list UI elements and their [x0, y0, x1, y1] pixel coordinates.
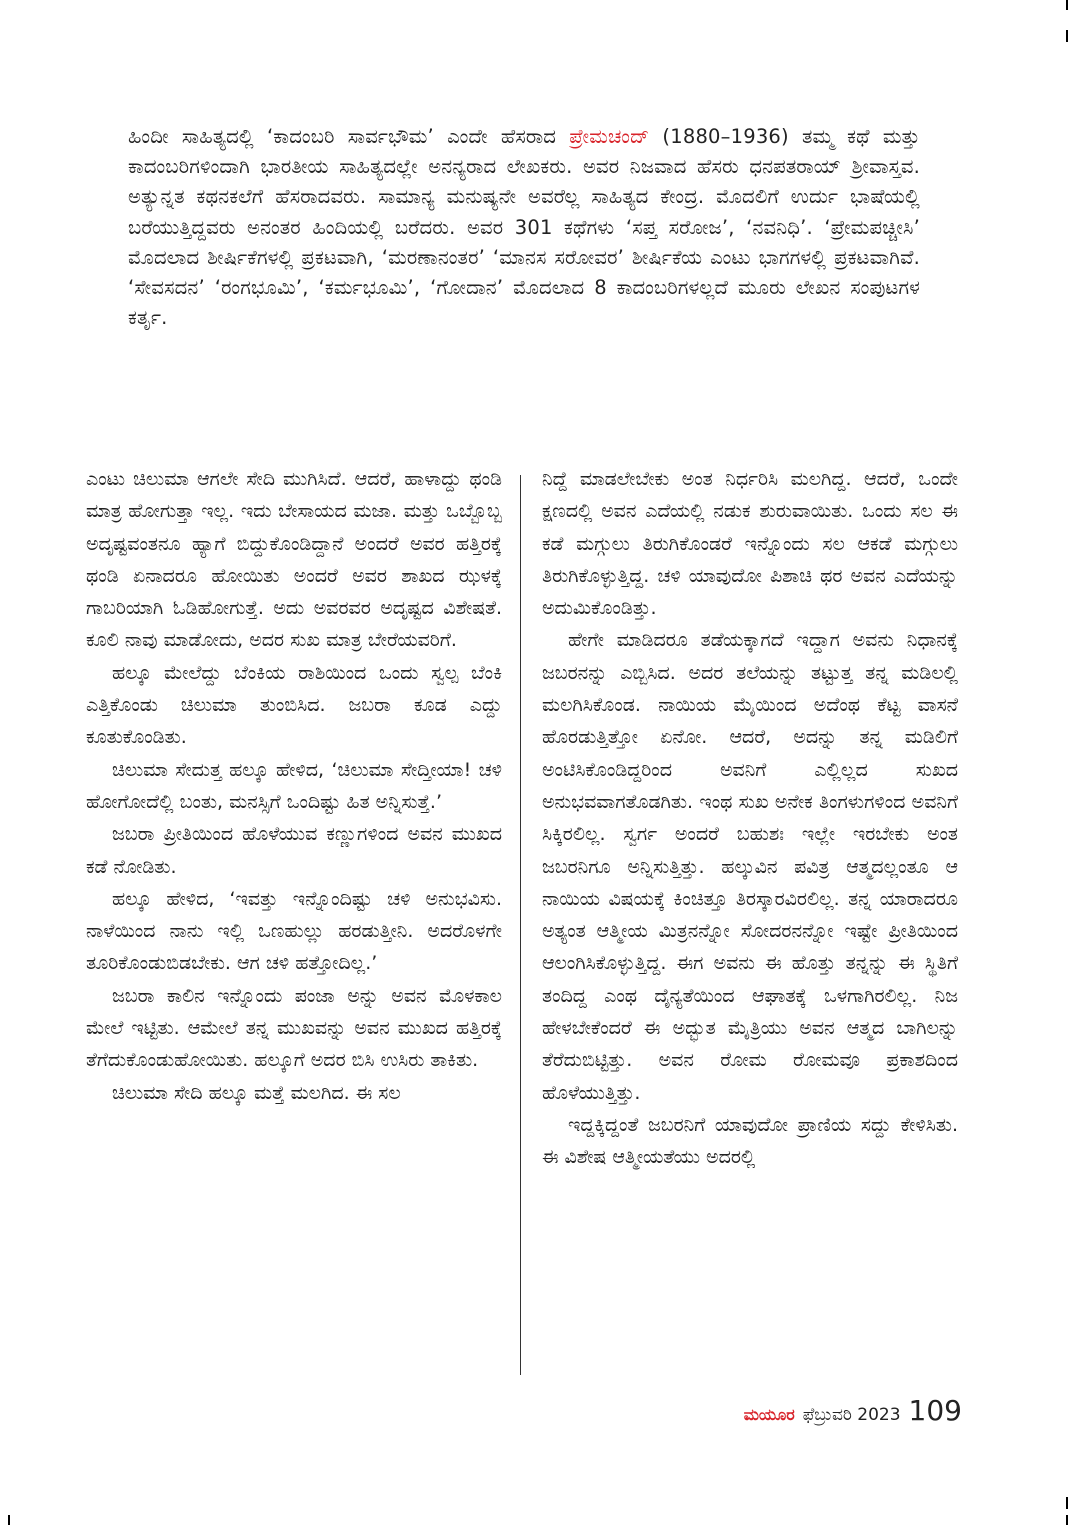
right-column — [542, 463, 958, 1174]
paragraph: ಹೇಗೇ ಮಾಡಿದರೂ ತಡೆಯಕ್ಕಾಗದೆ ಇದ್ದಾಗ ಅವನು ನಿಧಾನಕ್ಕೆ ಜಬರನನ್ನು ಎಬ್ಬಿಸಿದ. ಅದರ ತಲೆಯನ್ನು ತಟ್ಟುತ್ತ ತನ್ನ ಮಡಿಲಲ್ಲಿ ಮಲಗಿಸಿಕೊಂಡ. ನಾಯಿಯ ಮೈಯಿಂದ ಅದೆಂಥ ಕೆಟ್ಟ ವಾಸನೆ ಹೊರಡುತ್ತಿತ್ತೋ ಏನೋ. ಆದರೆ, ಅದನ್ನು ತನ್ನ ಮಡಿಲಿಗೆ ಅಂಟಿಸಿಕೊಂಡಿದ್ದರಿಂದ ಅವನಿಗೆ ಎಲ್ಲಿಲ್ಲದ ಸುಖದ ಅನುಭವವಾಗತೊಡಗಿತು. ಇಂಥ ಸುಖ ಅನೇಕ ತಿಂಗಳುಗಳಿಂದ ಅವನಿಗೆ ಸಿಕ್ಕಿರಲಿಲ್ಲ. ಸ್ವರ್ಗ ಅಂದರೆ ಬಹುಶಃ ಇಲ್ಲೇ ಇರಬೇಕು ಅಂತ ಜಬರನಿಗೂ ಅನ್ನಿಸುತ್ತಿತ್ತು. ಹಲ್ಕುವಿನ ಪವಿತ್ರ ಆತ್ಮದಲ್ಲಂತೂ ಆ ನಾಯಿಯ ವಿಷಯಕ್ಕೆ ಕಿಂಚಿತ್ತೂ ತಿರಸ್ಕಾರವಿರಲಿಲ್ಲ. ತನ್ನ ಯಾರಾದರೂ ಅತ್ಯಂತ ಆತ್ಮೀಯ ಮಿತ್ರನನ್ನೋ ಸೋದರನನ್ನೋ ಇಷ್ಟೇ ಪ್ರೀತಿಯಿಂದ ಆಲಂಗಿಸಿಕೊಳ್ಳುತ್ತಿದ್ದ. ಈಗ ಅವನು ಈ ಹೊತ್ತು ತನ್ನನ್ನು ಈ ಸ್ಥಿತಿಗೆ ತಂದಿದ್ದ ಎಂಥ ದೈನ್ಯತೆಯಿಂದ ಆಘಾತಕ್ಕೆ ಒಳಗಾಗಿರಲಿಲ್ಲ. ನಿಜ ಹೇಳಬೇಕೆಂದರೆ ಈ ಅದ್ಭುತ ಮೈತ್ರಿಯು ಅವನ ಆತ್ಮದ ಬಾಗಿಲನ್ನು ತೆರೆದುಬಿಟ್ಟಿತ್ತು. ಅವನ ರೋಮ ರೋಮವೂ ಪ್ರಕಾಶದಿಂದ ಹೊಳೆಯುತ್ತಿತ್ತು. — [542, 629, 958, 1104]
column-divider — [520, 475, 521, 1375]
issue-date: ಫೆಬ್ರುವರಿ 2023 — [802, 1405, 901, 1425]
paragraph: ಚಿಲುಮಾ ಸೇದುತ್ತ ಹಲ್ಕೂ ಹೇಳಿದ, ‘ಚಿಲುಮಾ ಸೇದ್ತೀಯಾ! ಚಳಿ ಹೋಗೋದೆಲ್ಲಿ ಬಂತು, ಮನಸ್ಸಿಗೆ ಒಂದಿಷ್ಟು ಹಿತ ಅನ್ನಿಸುತ್ತೆ.’ — [86, 758, 502, 813]
paragraph: ಇದ್ದಕ್ಕಿದ್ದಂತೆ ಜಬರನಿಗೆ ಯಾವುದೋ ಪ್ರಾಣಿಯ ಸದ್ದು ಕೇಳಿಸಿತು. ಈ ವಿಶೇಷ ಆತ್ಮೀಯತೆಯು ಅದರಲ್ಲಿ — [542, 1113, 958, 1169]
paragraph: ಹಲ್ಕೂ ಹೇಳಿದ, ‘ಇವತ್ತು ಇನ್ನೊಂದಿಷ್ಟು ಚಳಿ ಅನುಭವಿಸು. ನಾಳೆಯಿಂದ ನಾನು ಇಲ್ಲಿ ಒಣಹುಲ್ಲು ಹರಡುತ್ತೀನಿ. ಅದರೊಳಗೇ ತೂರಿಕೊಂಡುಬಿಡಬೇಕು. ಆಗ ಚಳಿ ಹತ್ತೋದಿಲ್ಲ.’ — [86, 887, 502, 975]
bio-text-before: ಹಿಂದೀ ಸಾಹಿತ್ಯದಲ್ಲಿ ‘ಕಾದಂಬರಿ ಸಾರ್ವಭೌಮ’ ಎಂದೇ ಹೆಸರಾದ — [128, 125, 570, 148]
crop-mark — [1066, 30, 1068, 42]
paragraph: ಜಬರಾ ಪ್ರೀತಿಯಿಂದ ಹೊಳೆಯುವ ಕಣ್ಣುಗಳಿಂದ ಅವನ ಮುಖದ ಕಡೆ ನೋಡಿತು. — [86, 823, 502, 878]
author-bio — [128, 122, 920, 333]
paragraph: ಜಬರಾ ಕಾಲಿನ ಇನ್ನೊಂದು ಪಂಜಾ ಅನ್ನು ಅವನ ಮೊಳಕಾಲ ಮೇಲೆ ಇಟ್ಟಿತು. ಆಮೇಲೆ ತನ್ನ ಮುಖವನ್ನು ಅವನ ಮುಖದ ಹತ್ತಿರಕ್ಕೆ ತೆಗೆದುಕೊಂಡುಹೋಯಿತು. ಹಲ್ಕೂಗೆ ಅದರ ಬಿಸಿ ಉಸಿರು ತಾಕಿತು. — [86, 984, 502, 1072]
crop-mark — [1066, 1497, 1068, 1509]
paragraph: ಹಲ್ಕೂ ಮೇಲೆದ್ದು ಬೆಂಕಿಯ ರಾಶಿಯಿಂದ ಒಂದು ಸ್ವಲ್ಪ ಬೆಂಕಿ ಎತ್ತಿಕೊಂಡು ಚಿಲುಮಾ ತುಂಬಿಸಿದ. ಜಬರಾ ಕೂಡ ಎದ್ದು ಕೂತುಕೊಂಡಿತು. — [86, 661, 502, 749]
page-footer — [744, 1394, 962, 1427]
bio-text-after: (1880–1936) ತಮ್ಮ ಕಥೆ ಮತ್ತು ಕಾದಂಬರಿಗಳಿಂದಾಗಿ ಭಾರತೀಯ ಸಾಹಿತ್ಯದಲ್ಲೇ ಅನನ್ಯರಾದ ಲೇಖಕರು. ಅವರ ನಿಜವಾದ ಹೆಸರು ಧನಪತರಾಯ್ ಶ್ರೀವಾಸ್ತವ. ಅತ್ಯುನ್ನತ ಕಥನಕಲೆಗೆ ಹೆಸರಾದವರು. ಸಾಮಾನ್ಯ ಮನುಷ್ಯನೇ ಅವರೆಲ್ಲ ಸಾಹಿತ್ಯದ ಕೇಂದ್ರ. ಮೊದಲಿಗೆ ಉರ್ದು ಭಾಷೆಯಲ್ಲಿ ಬರೆಯುತ್ತಿದ್ದವರು ಅನಂತರ ಹಿಂದಿಯಲ್ಲಿ ಬರೆದರು. ಅವರ 301 ಕಥೆಗಳು ‘ಸಪ್ತ ಸರೋಜ’, ‘ನವನಿಧಿ’. ‘ಪ್ರೇಮಪಚ್ಚೀಸಿ’ ಮೊದಲಾದ ಶೀರ್ಷಿಕೆಗಳಲ್ಲಿ ಪ್ರಕಟವಾಗಿ, ‘ಮರಣಾನಂತರ’ ‘ಮಾನಸ ಸರೋವರ’ ಶೀರ್ಷಿಕೆಯ ಎಂಟು ಭಾಗಗಳಲ್ಲಿ ಪ್ರಕಟವಾಗಿವೆ. ‘ಸೇವಸದನ’ ‘ರಂಗಭೂಮಿ’, ‘ಕರ್ಮಭೂಮಿ’, ‘ಗೋದಾನ’ ಮೊದಲಾದ 8 ಕಾದಂಬರಿಗಳಲ್ಲದೆ ಮೂರು ಲೇಖನ ಸಂಪುಟಗಳ ಕರ್ತೃ. — [128, 125, 920, 330]
paragraph: ನಿದ್ದೆ ಮಾಡಲೇಬೇಕು ಅಂತ ನಿರ್ಧರಿಸಿ ಮಲಗಿದ್ದ. ಆದರೆ, ಒಂದೇ ಕ್ಷಣದಲ್ಲಿ ಅವನ ಎದೆಯಲ್ಲಿ ನಡುಕ ಶುರುವಾಯಿತು. ಒಂದು ಸಲ ಈ ಕಡೆ ಮಗ್ಗುಲು ತಿರುಗಿಕೊಂಡರೆ ಇನ್ನೊಂದು ಸಲ ಆಕಡೆ ಮಗ್ಗುಲು ತಿರುಗಿಕೊಳ್ಳುತ್ತಿದ್ದ. ಚಳಿ ಯಾವುದೋ ಪಿಶಾಚಿ ಥರ ಅವನ ಎದೆಯನ್ನು ಅದುಮಿಕೊಂಡಿತ್ತು. — [542, 468, 958, 620]
magazine-logo: ಮಯೂರ — [743, 1405, 795, 1424]
crop-mark — [1066, 1515, 1068, 1525]
crop-mark — [8, 1515, 10, 1525]
author-name: ಪ್ರೇಮಚಂದ್ — [569, 125, 650, 148]
crop-mark — [1066, 0, 1068, 10]
paragraph: ಎಂಟು ಚಿಲುಮಾ ಆಗಲೇ ಸೇದಿ ಮುಗಿಸಿದೆ. ಆದರೆ, ಹಾಳಾದ್ದು ಥಂಡಿ ಮಾತ್ರ ಹೋಗುತ್ತಾ ಇಲ್ಲ. ಇದು ಬೇಸಾಯದ ಮಜಾ. ಮತ್ತು ಒಬ್ಬೊಬ್ಬ ಅದೃಷ್ಟವಂತನೂ ಹ್ಯಾಗೆ ಬಿದ್ದುಕೊಂಡಿದ್ದಾನೆ ಅಂದರೆ ಅವರ ಹತ್ತಿರಕ್ಕೆ ಥಂಡಿ ಏನಾದರೂ ಹೋಯಿತು ಅಂದರೆ ಅವರ ಶಾಖದ ಝಳಕ್ಕೆ ಗಾಬರಿಯಾಗಿ ಓಡಿಹೋಗುತ್ತೆ. ಅದು ಅವರವರ ಅದೃಷ್ಟದ ವಿಶೇಷತೆ. ಕೂಲಿ ನಾವು ಮಾಡೋದು, ಅದರ ಸುಖ ಮಾತ್ರ ಬೇರೆಯವರಿಗೆ. — [86, 468, 502, 652]
page-number: 109 — [908, 1394, 962, 1427]
paragraph: ಚಿಲುಮಾ ಸೇದಿ ಹಲ್ಕೂ ಮತ್ತೆ ಮಲಗಿದ. ಈ ಸಲ — [112, 1081, 401, 1104]
left-column — [86, 463, 502, 1109]
